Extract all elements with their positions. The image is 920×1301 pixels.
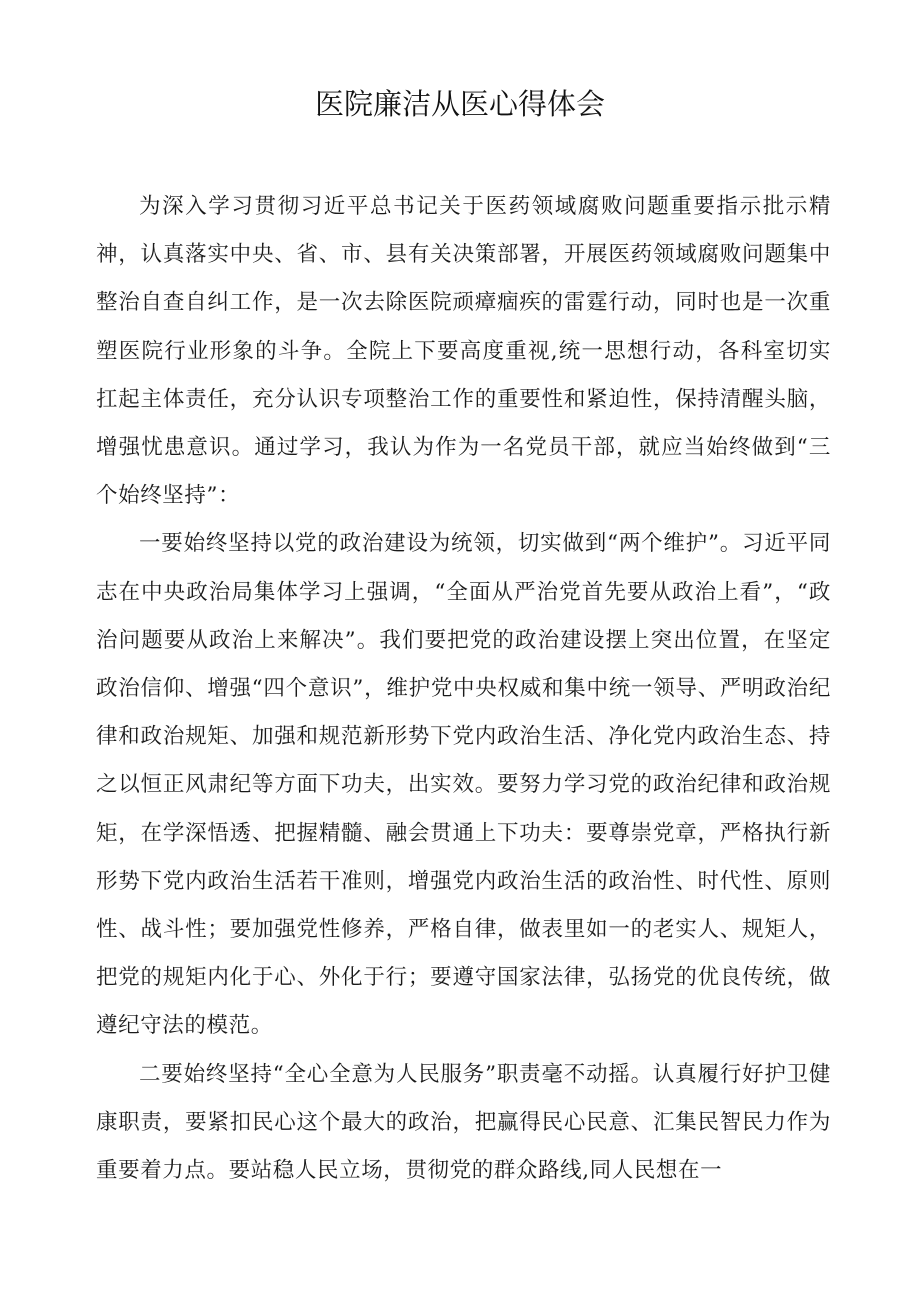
paragraph-point-two: 二要始终坚持“全心全意为人民服务”职责毫不动摇。认真履行好护卫健康职责，要紧扣民心这个最大的政治，把赢得民心民意、汇集民智民力作为重要着力点。要站稳人民立场，贯彻党的群众路线,同人民想在一 xyxy=(96,1061,831,1184)
document-title: 医院廉洁从医心得体会 xyxy=(314,87,605,121)
paragraph-point-one: 一要始终坚持以党的政治建设为统领，切实做到“两个维护”。习近平同志在中央政治局集体学习上强调，“全面从严治党首先要从政治上看”，“政治问题要从政治上来解决”。我们要把党的政治建设摆上突出位置，在坚定政治信仰、增强“四个意识”，维护党中央权威和集中统一领导、严明政治纪律和政治规矩、加强和规范新形势下党内政治生活、净化党内政治生态、持之以恒正风肃纪等方面下功夫，出实效。要努力学习党的政治纪律和政治规矩，在学深悟透、把握精髓、融会贯通上下功夫：要尊崇党章，严格执行新形势下党内政治生活若干准则，增强党内政治生活的政治性、时代性、原则性、战斗性；要加强党性修养，严格自律，做表里如一的老实人、规矩人，把党的规矩内化于心、外化于行；要遵守国家法律，弘扬党的优良传统，做遵纪守法的模范。 xyxy=(96,531,831,1039)
document-body xyxy=(96,183,831,1195)
paragraph-intro: 为深入学习贯彻习近平总书记关于医药领域腐败问题重要指示批示精神，认真落实中央、省、市、县有关决策部署，开展医药领域腐败问题集中整治自查自纠工作，是一次去除医院顽瘴痼疾的雷霆行动，同时也是一次重塑医院行业形象的斗争。全院上下要高度重视,统一思想行动，各科室切实扛起主体责任，充分认识专项整治工作的重要性和紧迫性，保持清醒头脑，增强忧患意识。通过学习，我认为作为一名党员干部，就应当始终做到“三个始终坚持”： xyxy=(96,194,831,509)
